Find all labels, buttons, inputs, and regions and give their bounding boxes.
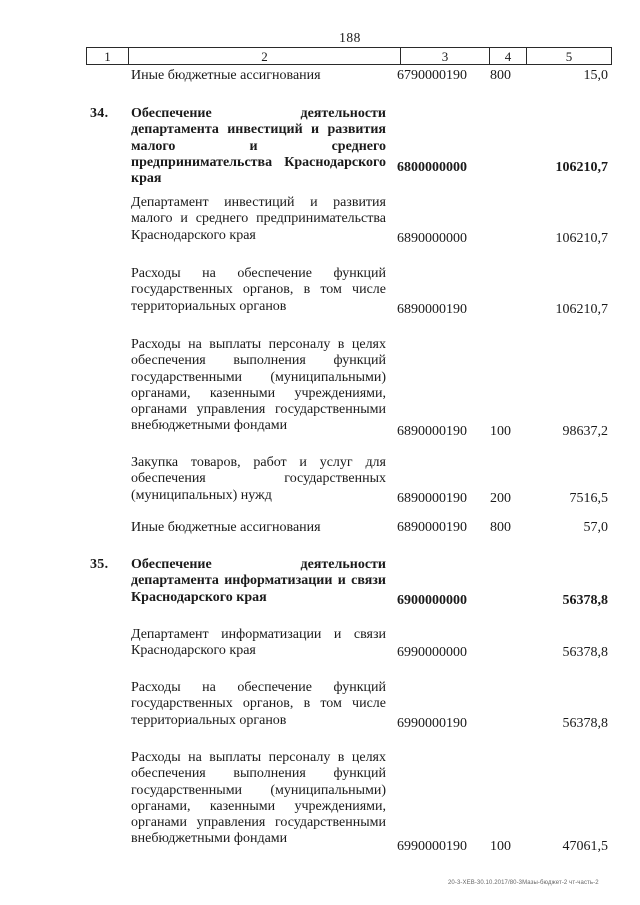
row-amount: 56378,8 <box>562 593 608 608</box>
row-amount: 106210,7 <box>555 302 608 317</box>
header-col-3: 3 <box>401 48 490 64</box>
row-vr: 100 <box>490 424 511 439</box>
header-col-4: 4 <box>490 48 527 64</box>
row-code: 6800000000 <box>397 160 467 175</box>
header-col-1: 1 <box>87 48 129 64</box>
row-amount: 57,0 <box>583 520 608 535</box>
row-code: 6890000190 <box>397 302 467 317</box>
row-name: Расходы на выплаты персоналу в целях обеспечения выполнения функций государственными (муниципальными) органами, казенными учреждениями, органами управления государственными внебюджетными фондами <box>131 750 386 847</box>
page-number: 188 <box>339 30 361 45</box>
row-amount: 106210,7 <box>555 231 608 246</box>
row-amount: 106210,7 <box>555 160 608 175</box>
row-number: 35. <box>90 557 109 572</box>
row-code: 6890000190 <box>397 424 467 439</box>
row-code: 6990000190 <box>397 716 467 731</box>
row-code: 6900000000 <box>397 593 467 608</box>
header-col-5: 5 <box>565 49 573 64</box>
row-name: Департамент информатизации и связи Краснодарского края <box>131 627 386 659</box>
row-amount: 47061,5 <box>562 839 608 854</box>
row-vr: 800 <box>490 520 511 535</box>
row-number: 34. <box>90 106 109 121</box>
row-code: 6890000000 <box>397 231 467 246</box>
row-amount: 56378,8 <box>562 645 608 660</box>
row-name: Иные бюджетные ассигнования <box>131 520 321 535</box>
row-amount: 98637,2 <box>562 424 608 439</box>
row-name: Расходы на обеспечение функций государственных органов, в том числе территориальных органов <box>131 266 386 314</box>
row-vr: 800 <box>490 68 511 83</box>
row-amount: 15,0 <box>583 68 608 83</box>
row-name: Закупка товаров, работ и услуг для обеспечения государственных (муниципальных) нужд <box>131 455 386 503</box>
row-code: 6890000190 <box>397 491 467 506</box>
row-name: Иные бюджетные ассигнования <box>131 68 321 83</box>
row-vr: 100 <box>490 839 511 854</box>
row-name: Расходы на обеспечение функций государственных органов, в том числе территориальных органов <box>131 680 386 728</box>
row-name: Обеспечение деятельности департамента информатизации и связи Краснодарского края <box>131 557 386 605</box>
header-col-2: 2 <box>129 48 401 64</box>
document-footer: 20-3-ХЕВ-30.10.2017/80-3Мазы-бюджет-2 чт-часть-2 <box>448 880 599 886</box>
row-name: Расходы на выплаты персоналу в целях обеспечения выполнения функций государственными (муниципальными) органами, казенными учреждениями, органами управления государственными внебюджетными фондами <box>131 337 386 434</box>
row-amount: 56378,8 <box>562 716 608 731</box>
row-code: 6890000190 <box>397 520 467 535</box>
row-code: 6990000000 <box>397 645 467 660</box>
row-amount: 7516,5 <box>569 491 608 506</box>
row-code: 6990000190 <box>397 839 467 854</box>
row-vr: 200 <box>490 491 511 506</box>
row-name: Обеспечение деятельности департамента инвестиций и развития малого и среднего предпринимательства Краснодарского края <box>131 106 386 187</box>
row-name: Департамент инвестиций и развития малого и среднего предпринимательства Краснодарского края <box>131 195 386 243</box>
row-code: 6790000190 <box>397 68 467 83</box>
